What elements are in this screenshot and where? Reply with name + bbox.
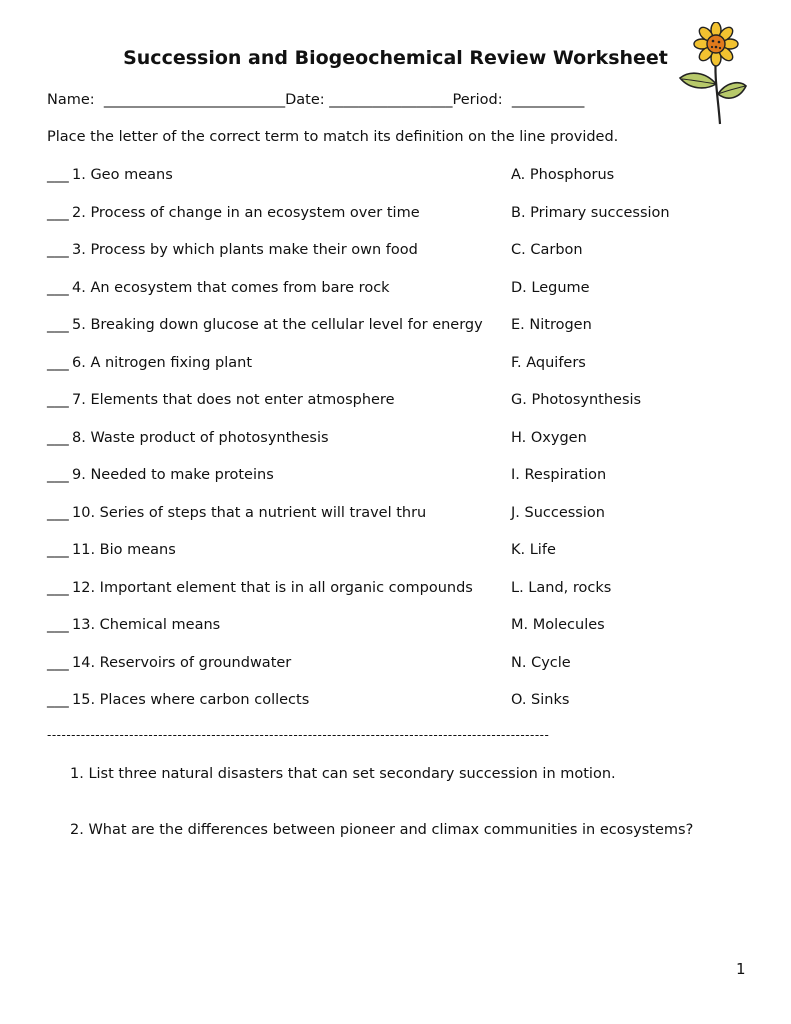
term-option: G. Photosynthesis xyxy=(511,392,642,408)
answer-blank[interactable]: ___ xyxy=(47,279,69,296)
definition-text: 9. Needed to make proteins xyxy=(72,467,274,483)
name-date-period-line: Name: _________________________Date: _________________Period: __________ xyxy=(47,92,585,108)
term-option: L. Land, rocks xyxy=(511,579,612,596)
answer-blank[interactable]: ___ xyxy=(47,654,69,671)
answer-blank[interactable]: ___ xyxy=(47,204,69,221)
term-option: O. Sinks xyxy=(511,692,570,708)
matching-row xyxy=(47,205,747,225)
term-option: I. Respiration xyxy=(511,467,607,483)
matching-row xyxy=(47,430,747,450)
answer-blank[interactable]: ___ xyxy=(47,167,69,183)
sunflower-icon xyxy=(676,22,752,128)
definition-text: 8. Waste product of photosynthesis xyxy=(72,429,329,446)
matching-row xyxy=(47,542,747,562)
matching-row xyxy=(47,242,747,262)
answer-blank[interactable]: ___ xyxy=(47,692,69,708)
matching-row xyxy=(47,467,747,487)
matching-row xyxy=(47,655,747,675)
question-1: 1. List three natural disasters that can set secondary succession in motion. xyxy=(70,766,616,782)
answer-blank[interactable]: ___ xyxy=(47,429,69,446)
matching-row xyxy=(47,692,747,712)
question-2: 2. What are the differences between pioneer and climax communities in ecosystems? xyxy=(70,822,694,838)
answer-blank[interactable]: ___ xyxy=(47,392,69,408)
definition-text: 11. Bio means xyxy=(72,542,176,558)
matching-row xyxy=(47,580,747,600)
answer-blank[interactable]: ___ xyxy=(47,542,69,558)
definition-text: 6. A nitrogen fixing plant xyxy=(72,354,253,371)
definition-text: 15. Places where carbon collects xyxy=(72,692,310,708)
definition-text: 2. Process of change in an ecosystem over time xyxy=(72,204,420,221)
answer-blank[interactable]: ___ xyxy=(47,504,69,521)
matching-row xyxy=(47,280,747,300)
answer-blank[interactable]: ___ xyxy=(47,354,69,371)
answer-blank[interactable]: ___ xyxy=(47,242,69,258)
definition-text: 7. Elements that does not enter atmosphere xyxy=(72,392,395,408)
definition-text: 10. Series of steps that a nutrient will travel thru xyxy=(72,504,427,521)
term-option: J. Succession xyxy=(511,504,605,521)
answer-blank[interactable]: ___ xyxy=(47,467,69,483)
answer-blank[interactable]: ___ xyxy=(47,579,69,596)
term-option: D. Legume xyxy=(511,279,590,296)
term-option: K. Life xyxy=(511,542,556,558)
section-divider: -------------------------------------------------------------------------------------------------------- xyxy=(47,728,550,742)
matching-row xyxy=(47,505,747,525)
term-option: M. Molecules xyxy=(511,617,605,633)
matching-row xyxy=(47,392,747,412)
page-number: 1 xyxy=(736,960,746,978)
matching-row xyxy=(47,167,747,187)
worksheet-title-text: Succession and Biogeochemical Review Worksheet xyxy=(123,47,668,69)
matching-row xyxy=(47,317,747,337)
instructions: Place the letter of the correct term to match its definition on the line provided. xyxy=(47,129,619,145)
definition-text: 4. An ecosystem that comes from bare rock xyxy=(72,279,390,296)
term-option: N. Cycle xyxy=(511,654,571,671)
term-option: E. Nitrogen xyxy=(511,317,592,333)
answer-blank[interactable]: ___ xyxy=(47,317,69,333)
answer-blank[interactable]: ___ xyxy=(47,617,69,633)
term-option: H. Oxygen xyxy=(511,429,587,446)
definition-text: 12. Important element that is in all organic compounds xyxy=(72,579,473,596)
definition-text: 1. Geo means xyxy=(72,167,173,183)
matching-row xyxy=(47,617,747,637)
term-option: F. Aquifers xyxy=(511,354,586,371)
definition-text: 14. Reservoirs of groundwater xyxy=(72,654,292,671)
term-option: A. Phosphorus xyxy=(511,167,615,183)
term-option: B. Primary succession xyxy=(511,204,670,221)
worksheet-title xyxy=(0,47,791,69)
matching-row xyxy=(47,355,747,375)
term-option: C. Carbon xyxy=(511,242,583,258)
definition-text: 5. Breaking down glucose at the cellular level for energy xyxy=(72,317,483,333)
definition-text: 13. Chemical means xyxy=(72,617,221,633)
definition-text: 3. Process by which plants make their own food xyxy=(72,242,418,258)
